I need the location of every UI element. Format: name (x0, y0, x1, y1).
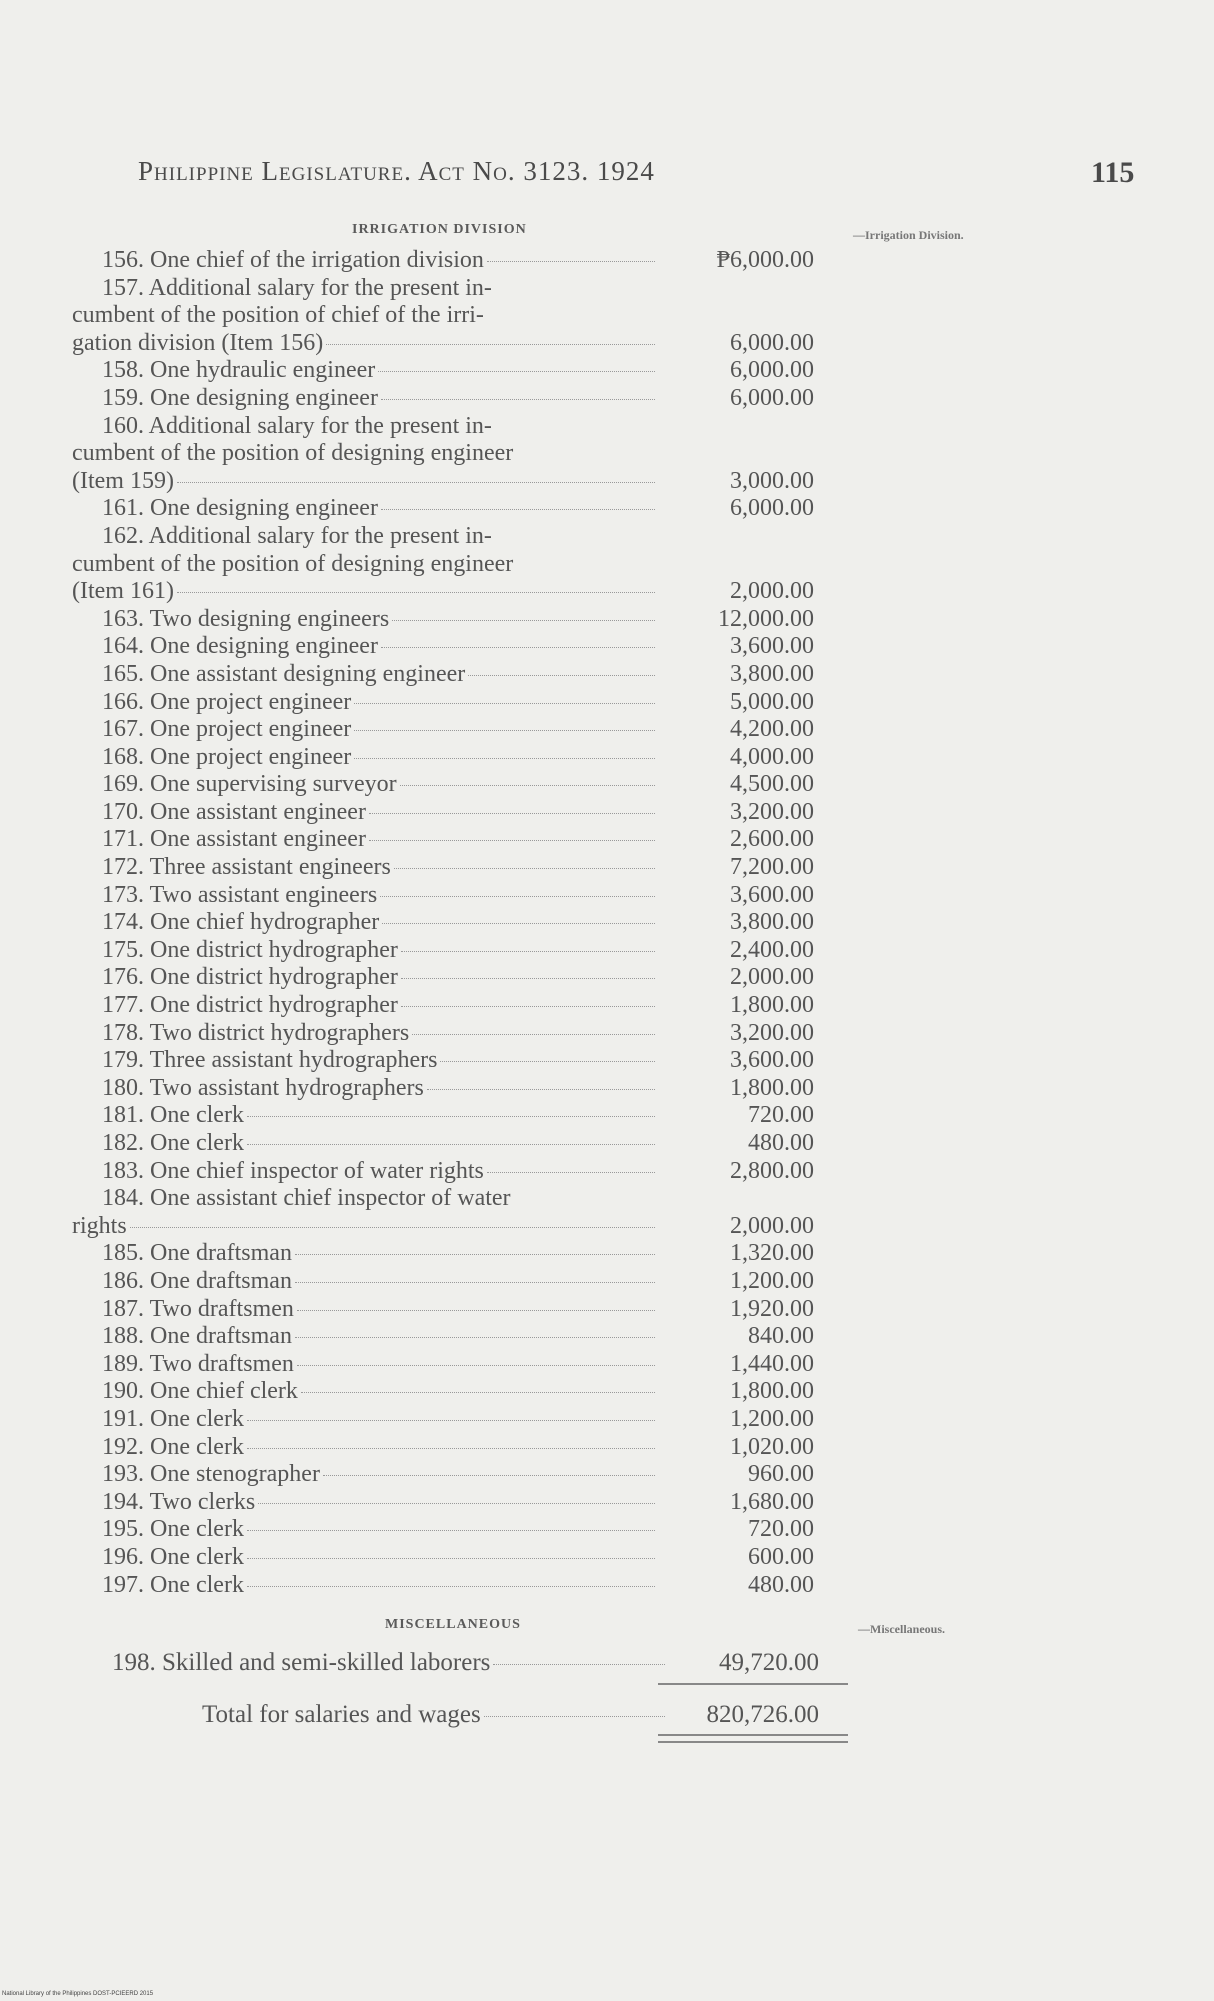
item-line (72, 1075, 852, 1103)
total-label: Total for salaries and wages (202, 1701, 481, 1728)
item-line (72, 1130, 852, 1158)
item-line (72, 771, 852, 799)
item-amount: 12,000.00 (718, 605, 814, 632)
dot-leader (401, 978, 655, 979)
item-line (72, 1434, 852, 1462)
dot-leader (247, 1558, 655, 1559)
item-text: 184. One assistant chief inspector of water (102, 1185, 511, 1212)
item-amount: 5,000.00 (730, 688, 814, 715)
sum-rule (658, 1683, 848, 1685)
item-text: (Item 161) (72, 578, 174, 605)
dot-leader (247, 1420, 655, 1421)
item-line (72, 1268, 852, 1296)
dot-leader (354, 730, 655, 731)
item-text: cumbent of the position of designing engineer (72, 440, 514, 467)
appropriation-items (72, 247, 852, 1599)
item-line (72, 1102, 852, 1130)
item-amount: 2,400.00 (730, 936, 814, 963)
dot-leader (354, 703, 655, 704)
total-amount: 820,726.00 (706, 1701, 819, 1728)
item-line (72, 633, 852, 661)
item-text-wrap (72, 1047, 655, 1075)
item-amount: 3,200.00 (730, 1019, 814, 1046)
dot-leader (295, 1337, 655, 1338)
item-amount: 480.00 (748, 1571, 814, 1598)
item-line (72, 744, 852, 772)
item-amount: 480.00 (748, 1130, 814, 1156)
item-text: cumbent of the position of chief of the irri- (72, 302, 484, 329)
item-line (72, 1240, 852, 1268)
dot-leader (381, 399, 655, 400)
item-text: 176. One district hydrographer (102, 964, 398, 991)
item-line (72, 882, 852, 910)
item-amount: 7,200.00 (730, 854, 814, 881)
item-line (72, 440, 852, 468)
item-text-wrap (72, 689, 655, 717)
item-line (72, 357, 852, 385)
item-line (72, 302, 852, 330)
item-text-wrap (72, 302, 655, 330)
item-line (72, 1461, 852, 1489)
item-text: 188. One draftsman (102, 1323, 292, 1350)
item-amount: 3,000.00 (730, 467, 814, 494)
item-text-wrap (72, 606, 655, 634)
item-amount: 6,000.00 (730, 329, 814, 356)
item-text-wrap (72, 1075, 655, 1103)
item-text-wrap (72, 854, 655, 882)
item-text-wrap (72, 1351, 655, 1379)
item-text-wrap (72, 661, 655, 689)
dot-leader (297, 1365, 655, 1366)
item-text-wrap (72, 413, 655, 441)
item-text: 167. One project engineer (102, 716, 352, 743)
item-text: 166. One project engineer (102, 688, 352, 715)
item-text-wrap (72, 909, 655, 937)
item-text-wrap (72, 1461, 655, 1489)
item-text-wrap (72, 1240, 655, 1268)
dot-leader (247, 1530, 655, 1531)
item-text: 175. One district hydrographer (102, 936, 398, 963)
item-text: 192. One clerk (102, 1433, 244, 1460)
item-text-wrap (72, 495, 655, 523)
item-text: cumbent of the position of designing engineer (72, 550, 514, 577)
item-amount: 1,800.00 (730, 1378, 814, 1405)
dot-leader (177, 482, 655, 483)
item-line (72, 578, 852, 606)
misc-item-text-wrap (112, 1648, 665, 1678)
item-amount: 1,200.00 (730, 1405, 814, 1432)
item-text-wrap (72, 551, 655, 579)
dot-leader (247, 1586, 655, 1587)
item-text: 172. Three assistant engineers (102, 854, 391, 881)
item-text: 170. One assistant engineer (102, 798, 366, 825)
item-amount: 3,600.00 (730, 1047, 814, 1074)
item-amount: 4,200.00 (730, 716, 814, 743)
item-text-wrap (72, 1489, 655, 1517)
item-text: 163. Two designing engineers (102, 605, 390, 632)
item-text: 181. One clerk (102, 1102, 244, 1129)
dot-leader (381, 647, 655, 648)
item-text: 183. One chief inspector of water rights (102, 1157, 484, 1184)
item-text: 185. One draftsman (102, 1240, 292, 1267)
item-text: 193. One stenographer (102, 1461, 320, 1488)
item-text: 174. One chief hydrographer (102, 909, 380, 936)
item-line (72, 689, 852, 717)
total-double-rule (658, 1734, 848, 1743)
item-line (72, 275, 852, 303)
item-text: 161. One designing engineer (102, 495, 378, 522)
dot-leader (130, 1227, 655, 1228)
dot-leader (394, 868, 655, 869)
item-line (72, 1296, 852, 1324)
dot-leader (401, 1006, 655, 1007)
item-amount: 1,440.00 (730, 1350, 814, 1377)
item-amount: 3,800.00 (730, 660, 814, 687)
item-text: 196. One clerk (102, 1543, 244, 1570)
item-text-wrap (72, 1434, 655, 1462)
item-text: 169. One supervising surveyor (102, 771, 397, 798)
item-line (72, 1516, 852, 1544)
item-text: 195. One clerk (102, 1516, 244, 1543)
dot-leader (392, 620, 655, 621)
dot-leader (427, 1089, 655, 1090)
section-heading-miscellaneous: MISCELLANEOUS (385, 1617, 521, 1632)
dot-leader (369, 840, 655, 841)
item-line (72, 937, 852, 965)
dot-leader (177, 592, 655, 593)
item-line (72, 1185, 852, 1213)
item-text: 171. One assistant engineer (102, 826, 366, 853)
item-text-wrap (72, 1213, 655, 1241)
item-amount: 6,000.00 (730, 357, 814, 384)
item-amount: 3,600.00 (730, 633, 814, 660)
item-line (72, 247, 852, 275)
misc-item-amount: 49,720.00 (719, 1649, 819, 1676)
item-text: 179. Three assistant hydrographers (102, 1047, 438, 1074)
item-amount: 4,500.00 (730, 771, 814, 798)
item-text: 178. Two district hydrographers (102, 1019, 410, 1046)
item-text: 194. Two clerks (102, 1488, 256, 1515)
dot-leader (382, 923, 655, 924)
item-text: 168. One project engineer (102, 743, 352, 770)
item-text: 182. One clerk (102, 1130, 244, 1156)
item-text-wrap (72, 440, 655, 468)
item-text-wrap (72, 1378, 655, 1406)
item-amount: 3,800.00 (730, 909, 814, 936)
item-line (72, 1047, 852, 1075)
dot-leader (369, 813, 655, 814)
item-line (72, 992, 852, 1020)
dot-leader (487, 1172, 655, 1173)
item-text: 156. One chief of the irrigation division (102, 247, 484, 273)
item-text-wrap (72, 330, 655, 358)
item-text: 165. One assistant designing engineer (102, 660, 466, 687)
item-line (72, 1572, 852, 1600)
item-text: 157. Additional salary for the present in- (102, 274, 492, 301)
item-amount: 600.00 (748, 1543, 814, 1570)
item-text-wrap (72, 275, 655, 303)
dot-leader (440, 1061, 655, 1062)
item-text-wrap (72, 1185, 655, 1213)
dot-leader (400, 785, 655, 786)
item-amount: 3,200.00 (730, 798, 814, 825)
item-line (72, 551, 852, 579)
item-amount: 2,000.00 (730, 578, 814, 605)
item-text: 190. One chief clerk (102, 1378, 298, 1405)
item-amount: 2,000.00 (730, 1212, 814, 1239)
item-line (72, 330, 852, 358)
dot-leader (468, 675, 655, 676)
item-text-wrap (72, 1572, 655, 1600)
dot-leader (378, 371, 655, 372)
item-text: 177. One district hydrographer (102, 992, 398, 1019)
item-amount: 6,000.00 (730, 384, 814, 411)
total-text-wrap (202, 1700, 665, 1730)
item-line (72, 468, 852, 496)
item-text-wrap (72, 1268, 655, 1296)
dot-leader (354, 758, 655, 759)
item-amount: 1,800.00 (730, 992, 814, 1019)
item-text: rights (72, 1212, 127, 1239)
item-text: 186. One draftsman (102, 1267, 292, 1294)
item-line (72, 1378, 852, 1406)
dot-leader (326, 344, 655, 345)
item-line (72, 799, 852, 827)
dot-leader (247, 1116, 655, 1117)
item-text: 180. Two assistant hydrographers (102, 1074, 424, 1101)
item-text-wrap (72, 633, 655, 661)
item-line (72, 1323, 852, 1351)
item-line (72, 1406, 852, 1434)
item-amount: 4,000.00 (730, 743, 814, 770)
item-amount: 2,800.00 (730, 1157, 814, 1184)
item-line (72, 854, 852, 882)
item-text: 197. One clerk (102, 1571, 244, 1598)
item-amount: 1,200.00 (730, 1267, 814, 1294)
dot-leader (247, 1448, 655, 1449)
item-amount: 840.00 (748, 1323, 814, 1350)
item-text-wrap (72, 882, 655, 910)
item-text-wrap (72, 357, 655, 385)
dot-leader (247, 1144, 655, 1145)
item-line (72, 1158, 852, 1186)
item-text-wrap (72, 771, 655, 799)
item-text-wrap (72, 937, 655, 965)
item-line (72, 1351, 852, 1379)
item-line (72, 1489, 852, 1517)
item-text-wrap (72, 1020, 655, 1048)
item-text-wrap (72, 1544, 655, 1572)
item-line (72, 826, 852, 854)
item-amount: 2,600.00 (730, 826, 814, 853)
item-text: 173. Two assistant engineers (102, 881, 378, 908)
item-text: 164. One designing engineer (102, 633, 378, 660)
dot-leader (295, 1282, 655, 1283)
item-text-wrap (72, 1158, 655, 1186)
dot-leader (412, 1034, 655, 1035)
item-amount: 6,000.00 (730, 495, 814, 522)
item-text-wrap (72, 523, 655, 551)
item-text-wrap (72, 964, 655, 992)
item-text: (Item 159) (72, 467, 174, 494)
item-line (72, 1544, 852, 1572)
item-text-wrap (72, 744, 655, 772)
item-text-wrap (72, 716, 655, 744)
dot-leader (484, 1716, 665, 1717)
item-text-wrap (72, 799, 655, 827)
item-line (72, 1213, 852, 1241)
item-text: 187. Two draftsmen (102, 1295, 294, 1322)
margin-note-miscellaneous: —Miscellaneous. (858, 1622, 945, 1636)
item-text: 160. Additional salary for the present in- (102, 412, 492, 439)
page-number: 115 (1091, 156, 1135, 189)
item-text: gation division (Item 156) (72, 329, 324, 356)
item-text-wrap (72, 468, 655, 496)
item-line (72, 661, 852, 689)
item-text: 159. One designing engineer (102, 384, 378, 411)
item-text-wrap (72, 1516, 655, 1544)
misc-item-text: 198. Skilled and semi-skilled laborers (112, 1649, 491, 1676)
item-text-wrap (72, 1406, 655, 1434)
item-text-wrap (72, 247, 655, 275)
item-text: 162. Additional salary for the present in- (102, 522, 492, 549)
item-amount: 1,920.00 (730, 1295, 814, 1322)
item-text-wrap (72, 385, 655, 413)
item-line (72, 413, 852, 441)
item-amount: 1,320.00 (730, 1240, 814, 1267)
item-amount: 2,000.00 (730, 964, 814, 991)
item-line (72, 606, 852, 634)
item-text-wrap (72, 1102, 655, 1130)
item-text-wrap (72, 992, 655, 1020)
dot-leader (401, 951, 655, 952)
item-amount: 720.00 (748, 1516, 814, 1543)
dot-leader (323, 1475, 655, 1476)
section-heading-irrigation: IRRIGATION DIVISION (352, 222, 527, 237)
dot-leader (258, 1503, 655, 1504)
dot-leader (297, 1310, 655, 1311)
item-text-wrap (72, 826, 655, 854)
item-line (72, 495, 852, 523)
item-text-wrap (72, 578, 655, 606)
item-line (72, 964, 852, 992)
item-amount: 960.00 (748, 1461, 814, 1488)
item-text-wrap (72, 1296, 655, 1324)
dot-leader (487, 261, 655, 262)
item-text: 158. One hydraulic engineer (102, 357, 376, 384)
margin-note-irrigation: —Irrigation Division. (853, 228, 964, 242)
dot-leader (381, 509, 655, 510)
item-text: 189. Two draftsmen (102, 1350, 294, 1377)
item-line (72, 523, 852, 551)
item-amount: 3,600.00 (730, 881, 814, 908)
item-amount: ₱6,000.00 (716, 247, 814, 273)
footer-credit: National Library of the Philippines DOST-PCIEERD 2015 (2, 1991, 154, 1997)
item-amount: 1,020.00 (730, 1433, 814, 1460)
item-amount: 1,680.00 (730, 1488, 814, 1515)
item-text-wrap (72, 1323, 655, 1351)
item-amount: 1,800.00 (730, 1074, 814, 1101)
item-line (72, 909, 852, 937)
header-title: Philippine Legislature. Act No. 3123. 1924 (138, 156, 655, 186)
item-text: 191. One clerk (102, 1405, 244, 1432)
dot-leader (301, 1392, 655, 1393)
misc-item-line (72, 1648, 852, 1678)
dot-leader (380, 896, 655, 897)
running-header (138, 156, 1138, 196)
item-text-wrap (72, 1130, 655, 1158)
dot-leader (295, 1254, 655, 1255)
item-line (72, 385, 852, 413)
item-amount: 720.00 (748, 1102, 814, 1129)
item-line (72, 716, 852, 744)
item-line (72, 1020, 852, 1048)
total-line (72, 1700, 852, 1730)
